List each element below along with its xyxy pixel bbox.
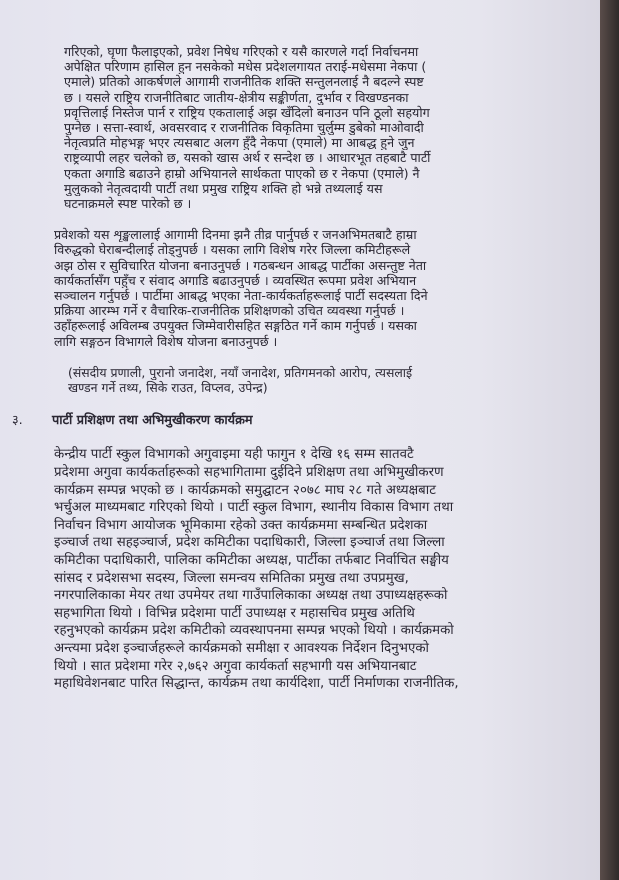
text-line: कार्यक्रम सम्पन्न भएको छ । कार्यक्रमको समुद्घाटन २०७८ माघ २८ गते अध्यक्षबाट [54,482,436,498]
text-line: निर्वाचन विभाग आयोजक भूमिकामा रहेको उक्त कार्यक्रममा सम्बन्धित प्रदेशका [54,517,428,533]
text-line: नेतृत्वप्रति मोहभङ्ग भएर त्यसबाट अलग हुँदै नेकपा (एमाले) मा आबद्ध हुने जुन [64,135,415,151]
text-line: एकता अगाडि बढाउने हाम्रो अभियानले सार्थकता पाएको छ र नेकपा (एमाले) नै [64,165,420,181]
page-content [12,44,550,709]
text-line: रहनुभएको कार्यक्रम प्रदेश कमिटीको व्यवस्थापनमा सम्पन्न भएको थियो । कार्यक्रमको [54,623,454,639]
text-line: खण्डन गर्ने तथ्य, सिके राउत, विप्लव, उपेन्द्र) [68,380,268,396]
text-line: विरुद्धको घेराबन्दीलाई तोड्नुपर्छ । यसका लागि विशेष गरेर जिल्ला कमिटीहरूले [54,242,411,258]
paragraph-4 [54,446,544,692]
text-line: छ । यसले राष्ट्रिय राजनीतिबाट जातीय-क्षेत्रीय सङ्कीर्णता, दुर्भाव र विखण्डनका [64,89,409,105]
text-line: कमिटीका पदाधिकारी, पालिका कमिटीका अध्यक्ष, पार्टीका तर्फबाट निर्वाचित सङ्घीय [54,553,449,569]
text-line: सांसद र प्रदेशसभा सदस्य, जिल्ला समन्वय समितिका प्रमुख तथा उपप्रमुख, [54,570,409,586]
text-line: इञ्चार्ज तथा सहइञ्चार्ज, प्रदेश कमिटीका पदाधिकारी, जिल्ला इञ्चार्ज तथा जिल्ला [54,535,445,551]
text-line: प्रक्रिया आरम्भ गर्ने र वैचारिक-राजनीतिक प्रशिक्षणको उचित व्यवस्था गर्नुपर्छ । [54,303,405,319]
text-line: नगरपालिकाका मेयर तथा उपमेयर तथा गाउँपालिकाका अध्यक्ष तथा उपाध्यक्षहरूको [54,588,448,604]
text-line: प्रवृत्तिलाई निस्तेज पार्न र राष्ट्रिय एकतालाई अझ खँदिलो बनाउन पनि ठूलो सहयोग [64,104,430,120]
text-line: अपेक्षित परिणाम हासिल हुन नसकेको मधेस प्रदेशलगायत तराई-मधेसमा नेकपा ( [64,59,427,75]
text-line: गरिएको, घृणा फैलाइएको, प्रवेश निषेध गरिएको र यसै कारणले गर्दा निर्वाचनमा [64,44,419,59]
text-line: सञ्चालन गर्नुपर्छ । पार्टीमा आबद्ध भएका नेता-कार्यकर्ताहरूलाई पार्टी सदस्यता दिने [54,288,428,304]
text-line: (संसदीय प्रणाली, पुरानो जनादेश, नयाँ जनादेश, प्रतिगमनको आरोप, त्यसलाई [68,364,413,380]
text-line: प्रवेशको यस शृङ्खलालाई आगामी दिनमा झनै तीव्र पार्नुपर्छ र जनअभिमतबाटै हाम्रा [54,227,417,243]
text-line: महाधिवेशनबाट पारित सिद्धान्त, कार्यक्रम तथा कार्यदिशा, पार्टी निर्माणका राजनीतिक, [54,676,459,692]
section-title: पार्टी प्रशिक्षण तथा अभिमुखीकरण कार्यक्रम [52,413,253,429]
paragraph-3-note [68,365,543,395]
section-number: ३. [12,413,23,429]
text-line: प्रदेशमा अगुवा कार्यकर्ताहरूको सहभागितामा दुईदिने प्रशिक्षण तथा अभिमुखीकरण [54,465,444,481]
text-line: केन्द्रीय पार्टी स्कुल विभागको अगुवाइमा यही फागुन १ देखि १६ सम्म सातवटै [54,447,414,463]
paragraph-2 [54,227,534,349]
text-line: एमाले) प्रतिको आकर्षणले आगामी राजनीतिक शक्ति सन्तुलनलाई नै बदल्ने स्पष्ट [64,74,424,90]
text-line: उहाँहरूलाई अविलम्ब उपयुक्त जिम्मेवारीसहित सङ्गठित गर्ने काम गर्नुपर्छ । यसका [54,318,417,334]
paragraph-1 [64,44,534,211]
text-line: लागि सङ्गठन विभागले विशेष योजना बनाउनुपर्छ । [54,333,278,349]
background-edge [600,0,619,880]
text-line: सहभागिता थियो । विभिन्न प्रदेशमा पार्टी उपाध्यक्ष र महासचिव प्रमुख अतिथि [54,605,415,621]
section-heading [12,413,550,428]
text-line: अझ ठोस र सुविचारित योजना बनाउनुपर्छ । गठबन्धन आबद्ध पार्टीका असन्तुष्ट नेता [54,257,427,273]
text-line: मुलुकको नेतृत्वदायी पार्टी तथा प्रमुख राष्ट्रिय शक्ति हो भन्ने तथ्यलाई यस [64,180,383,196]
text-line: थियो । सात प्रदेशमा गरेर २,७६२ अगुवा कार्यकर्ता सहभागी यस अभियानबाट [54,658,417,674]
text-line: भर्चुअल माध्यमबाट गरिएको थियो । पार्टी स्कुल विभाग, स्थानीय विकास विभाग तथा [54,500,454,516]
text-line: पुग्नेछ । सत्ता-स्वार्थ, अवसरवाद र राजनीतिक विकृतिमा चुर्लुम्म डुबेको माओवादी [64,120,424,136]
text-line: घटनाक्रमले स्पष्ट पारेको छ । [64,196,192,212]
text-line: कार्यकर्तासँग पहुँच र संवाद अगाडि बढाउनुपर्छ । व्यवस्थित रूपमा प्रवेश अभियान [54,272,417,288]
text-line: अन्त्यमा प्रदेश इञ्चार्जहरूले कार्यक्रमको समीक्षा र आवश्यक निर्देशन दिनुभएको [54,641,429,656]
text-line: राष्ट्रव्यापी लहर चलेको छ, यसको खास अर्थ र सन्देश छ । आधारभूत तहबाटै पार्टी [64,150,431,166]
